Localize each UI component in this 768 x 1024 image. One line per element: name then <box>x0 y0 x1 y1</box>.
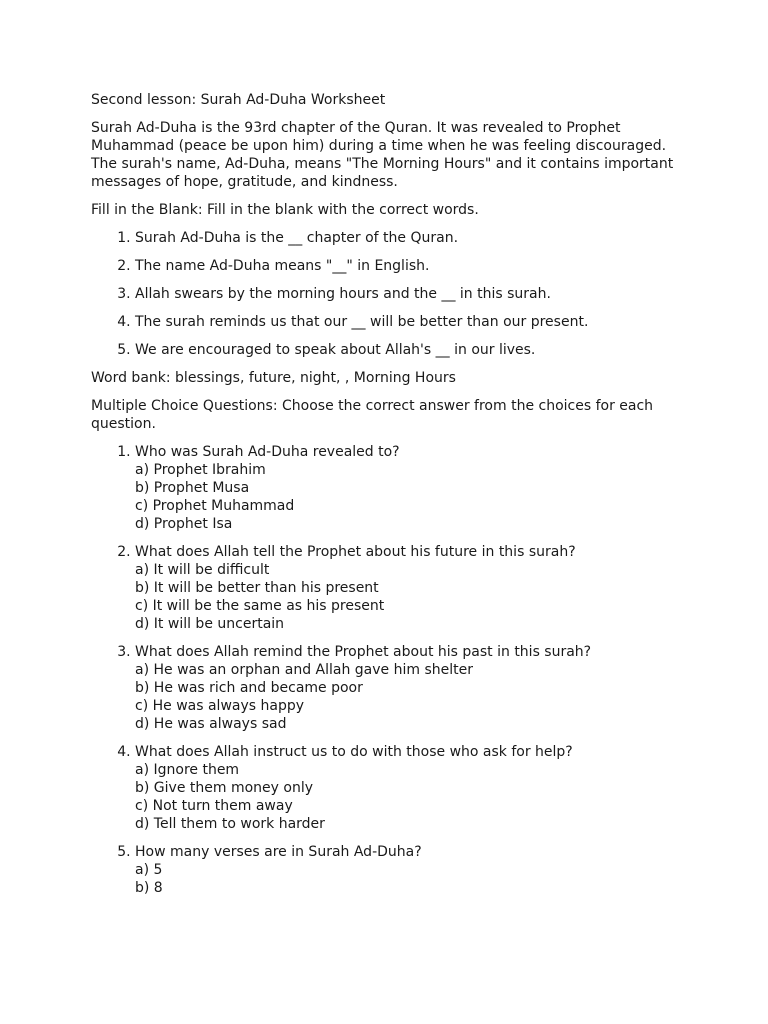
mc-choice: a) Prophet Ibrahim <box>135 462 266 478</box>
fill-in-list <box>91 229 691 359</box>
worksheet-content <box>91 91 691 907</box>
multiple-choice-heading: Multiple Choice Questions: Choose the correct answer from the choices for each question. <box>91 398 654 432</box>
mc-choice: c) It will be the same as his present <box>135 598 385 614</box>
mc-question <box>135 843 691 897</box>
mc-choice: a) 5 <box>135 862 163 878</box>
fill-in-item: 4. The surah reminds us that our __ will be better than our present. <box>135 313 691 331</box>
mc-choice: b) He was rich and became poor <box>135 680 363 696</box>
mc-choice: b) Prophet Musa <box>135 480 250 496</box>
fill-in-item: 2. The name Ad-Duha means "__" in English. <box>135 257 691 275</box>
mc-choice: d) Prophet Isa <box>135 516 233 532</box>
mc-choice: a) It will be difficult <box>135 562 270 578</box>
mc-choice: c) He was always happy <box>135 698 305 714</box>
word-bank: Word bank: blessings, future, night, , Morning Hours <box>91 370 456 386</box>
fill-in-item: 1. Surah Ad-Duha is the __ chapter of the Quran. <box>135 229 691 247</box>
mc-choice: c) Not turn them away <box>135 798 293 814</box>
intro-paragraph: Surah Ad-Duha is the 93rd chapter of the Quran. It was revealed to Prophet Muhammad (peace be upon him) during a time when he was feeling discouraged. The surah's name, Ad-Duha, means "The Morning Hours" and it contains important messages of hope, gratitude, and kindness. <box>91 120 674 190</box>
mc-choice: a) He was an orphan and Allah gave him shelter <box>135 662 473 678</box>
mc-question-text: 3. What does Allah remind the Prophet about his past in this surah? <box>135 644 592 660</box>
mc-choice: b) 8 <box>135 880 163 896</box>
mc-question <box>135 543 691 633</box>
fill-in-heading: Fill in the Blank: Fill in the blank with the correct words. <box>91 202 479 218</box>
mc-question-text: 2. What does Allah tell the Prophet about his future in this surah? <box>135 544 576 560</box>
mc-question <box>135 743 691 833</box>
mc-question-text: 5. How many verses are in Surah Ad-Duha? <box>135 844 422 860</box>
mc-choice: d) Tell them to work harder <box>135 816 325 832</box>
mc-choice: a) Ignore them <box>135 762 240 778</box>
fill-in-item: 3. Allah swears by the morning hours and the __ in this surah. <box>135 285 691 303</box>
mc-choice: b) Give them money only <box>135 780 313 796</box>
mc-question-text: 1. Who was Surah Ad-Duha revealed to? <box>135 444 400 460</box>
mc-choice: d) It will be uncertain <box>135 616 285 632</box>
fill-in-item: 5. We are encouraged to speak about Allah's __ in our lives. <box>135 341 691 359</box>
mc-choice: d) He was always sad <box>135 716 287 732</box>
worksheet-title: Second lesson: Surah Ad-Duha Worksheet <box>91 92 386 108</box>
mc-question-text: 4. What does Allah instruct us to do with those who ask for help? <box>135 744 573 760</box>
mc-question <box>135 643 691 733</box>
mc-question <box>135 443 691 533</box>
multiple-choice-list <box>91 443 691 897</box>
mc-choice: b) It will be better than his present <box>135 580 379 596</box>
mc-choice: c) Prophet Muhammad <box>135 498 295 514</box>
